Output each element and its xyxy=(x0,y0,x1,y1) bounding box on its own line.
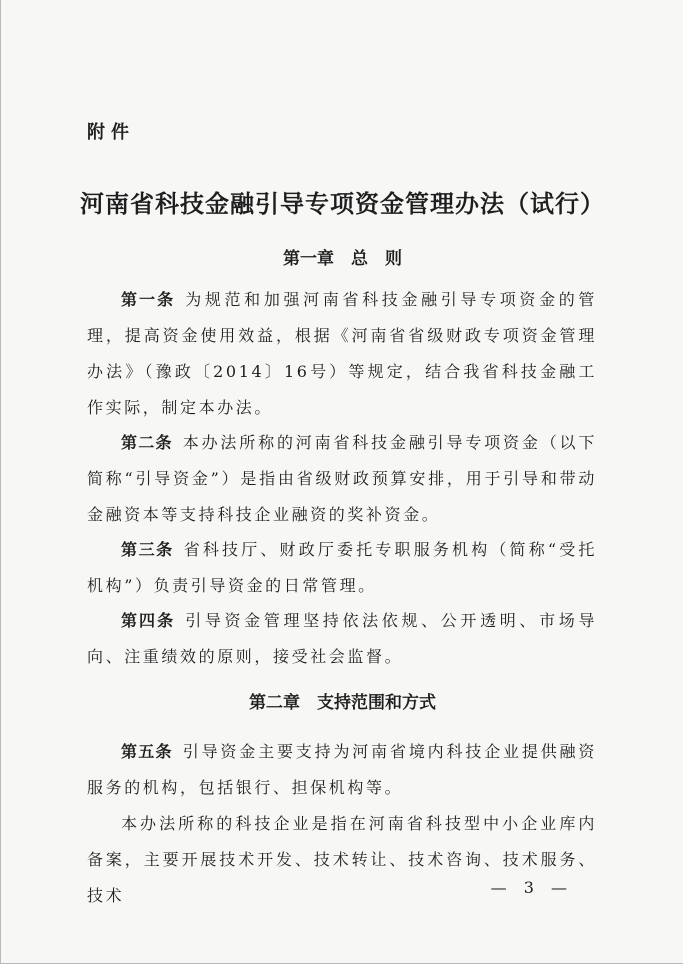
article-5 xyxy=(87,734,597,806)
article-label: 第一条 xyxy=(121,290,176,309)
article-label: 第五条 xyxy=(121,742,173,761)
article-2 xyxy=(87,425,597,533)
article-label: 第二条 xyxy=(121,433,173,452)
chapter-heading-2: 第二章 支持范围和方式 xyxy=(249,693,436,713)
page-number: — 3 — xyxy=(490,878,573,897)
article-label: 第四条 xyxy=(121,611,176,630)
article-label: 第三条 xyxy=(121,540,174,559)
article-text: 本办法所称的河南省科技金融引导专项资金（以下简称“引导资金”）是指由省级财政预算安排，用于引导和带动金融资本等支持科技企业融资的奖补资金。 xyxy=(87,433,597,524)
attachment-label: 附件 xyxy=(87,122,135,143)
article-text: 省科技厅、财政厅委托专职服务机构（简称“受托机构”）负责引导资金的日常管理。 xyxy=(87,540,597,595)
article-text: 引导资金主要支持为河南省境内科技企业提供融资服务的机构，包括银行、担保机构等。 xyxy=(87,742,597,797)
article-1 xyxy=(87,282,597,426)
article-text: 为规范和加强河南省科技金融引导专项资金的管理，提高资金使用效益，根据《河南省省级财政专项资金管理办法》（豫政〔2014〕16号）等规定，结合我省科技金融工作实际，制定本办法。 xyxy=(87,290,597,417)
document-title: 河南省科技金融引导专项资金管理办法（试行） xyxy=(80,189,605,218)
plain-paragraph: 本办法所称的科技企业是指在河南省科技型中小企业库内备案，主要开展技术开发、技术转让、技术咨询、技术服务、技术 xyxy=(87,814,597,905)
article-4 xyxy=(87,603,597,675)
chapter-heading-1: 第一章 总 则 xyxy=(283,249,402,269)
article-3 xyxy=(87,532,597,604)
article-text: 引导资金管理坚持依法依规、公开透明、市场导向、注重绩效的原则，接受社会监督。 xyxy=(87,611,597,666)
